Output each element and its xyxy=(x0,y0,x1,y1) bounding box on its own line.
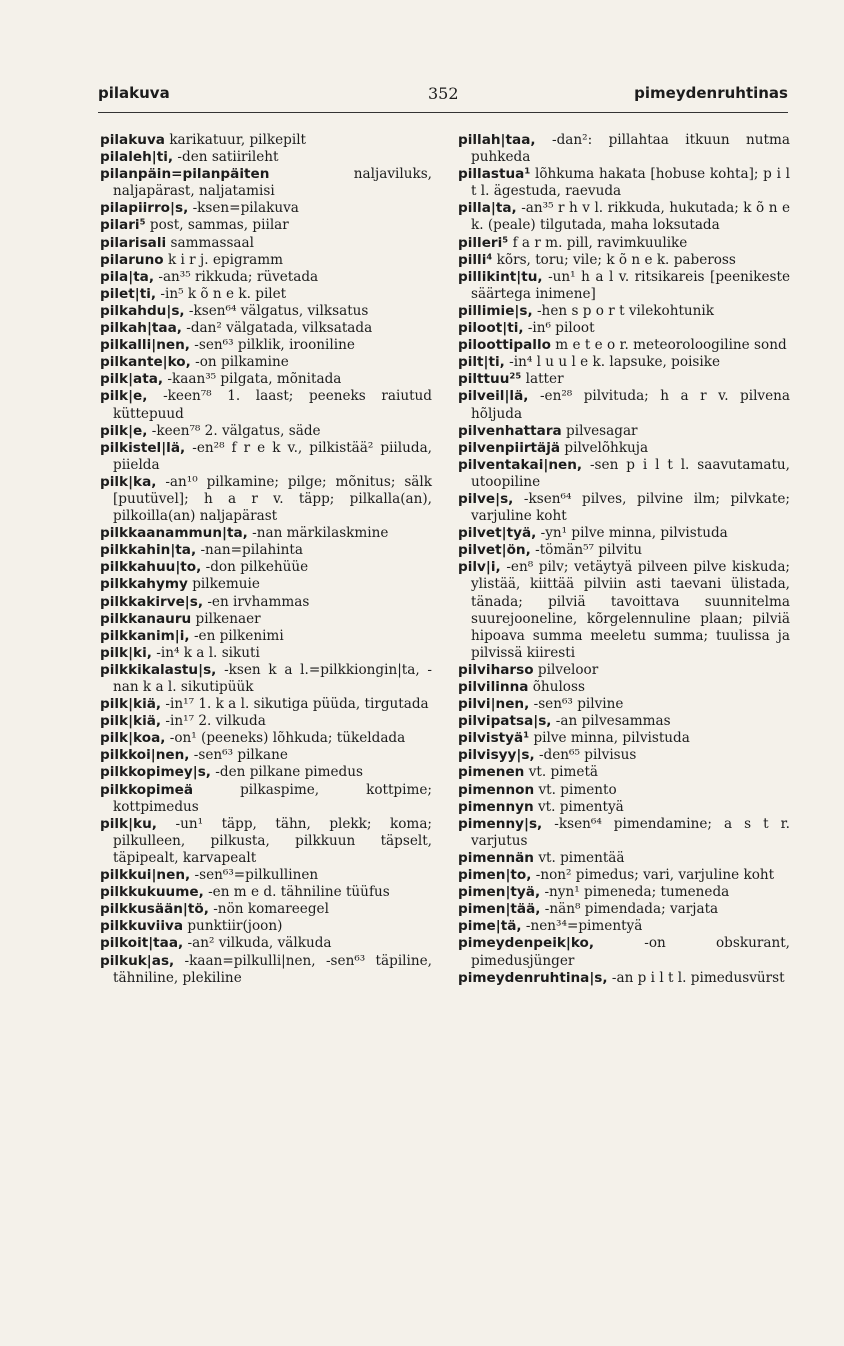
dictionary-entry xyxy=(458,354,790,371)
entry-headword: pilkistel|lä, xyxy=(100,439,186,456)
dictionary-entry xyxy=(100,542,432,559)
entry-headword: pilvet|ön, xyxy=(458,542,531,559)
entry-headword: pillimie|s, xyxy=(458,302,533,319)
entry-definition: -un¹ h a l v. ritsikareis [peenikeste säärtega inimene] xyxy=(471,268,790,302)
entry-definition: -ksen⁶⁴ välgatus, vilksatus xyxy=(188,302,369,319)
entry-headword: pilv|i, xyxy=(458,559,501,576)
entry-definition: pilveloor xyxy=(537,661,599,678)
dictionary-entry xyxy=(100,269,432,286)
entry-headword: pilkkaanammun|ta, xyxy=(100,525,248,542)
entry-headword: pilk|ata, xyxy=(100,371,164,388)
entry-definition: -en⁸ pilv; vetäytyä pilveen pilve kiskuda; ylistää, kiittää pilviin asti taevani ülistada, tänada; pilviä tavoittava suunnitelma suurejooneline, kõrgelennuline plaan; pilviä hipoava summa meeletu summa; tuulissa ja pilvissä kiiresti xyxy=(471,559,790,661)
entry-definition: pilve minna, pilvistuda xyxy=(533,730,690,747)
entry-definition: -den⁶⁵ pilvisus xyxy=(538,747,637,764)
dictionary-entry xyxy=(458,850,790,867)
entry-headword: piloottipallo xyxy=(458,337,551,354)
dictionary-entry xyxy=(100,525,432,542)
dictionary-entry xyxy=(100,559,432,576)
entry-headword: pilanpäin=pilanpäiten xyxy=(100,166,270,183)
entry-definition: -sen⁶³ pilvine xyxy=(533,696,624,713)
dictionary-entry xyxy=(100,816,432,867)
entry-definition: -an³⁵ r h v l. rikkuda, hukutada; k õ n e k. (peale) tilgutada, maha loksutada xyxy=(471,200,790,234)
entry-definition: pilkemuie xyxy=(192,576,260,593)
dictionary-entry xyxy=(458,970,790,987)
entry-headword: pilkkakirve|s, xyxy=(100,593,204,610)
entry-definition: -den satiirileht xyxy=(177,149,279,166)
entry-definition: vt. pimentää xyxy=(538,849,625,866)
entry-headword: pilkkui|nen, xyxy=(100,867,191,884)
entry-headword: pilvisyy|s, xyxy=(458,747,535,764)
dictionary-entry xyxy=(458,816,790,850)
dictionary-entry xyxy=(458,713,790,730)
entry-definition: sammassaal xyxy=(170,234,254,251)
dictionary-entry xyxy=(458,662,790,679)
entry-definition: -ksen⁶⁴ pilves, pilvine ilm; pilvkate; varjuline koht xyxy=(471,490,790,525)
entry-definition: -den pilkane pimedus xyxy=(215,764,363,781)
entry-headword: pilleri⁵ xyxy=(458,234,509,251)
entry-definition: -nyn¹ pimeneda; tumeneda xyxy=(544,884,730,901)
dictionary-entry xyxy=(100,200,432,217)
dictionary-entry xyxy=(100,303,432,320)
entry-headword: pilkkanim|i, xyxy=(100,627,190,644)
dictionary-entry xyxy=(458,696,790,713)
entry-headword: pilk|kiä, xyxy=(100,696,162,713)
dictionary-entry xyxy=(458,457,790,491)
dictionary-entry xyxy=(458,799,790,816)
dictionary-entry xyxy=(100,696,432,713)
entry-headword: pilaleh|ti, xyxy=(100,149,174,166)
entry-headword: pimennon xyxy=(458,781,535,798)
entry-definition: -ksen k a l.=pilkkiongin|ta, -nan k a l. sikutipüük xyxy=(113,661,432,695)
entry-headword: pilk|e, xyxy=(100,422,148,439)
entry-definition: -in⁴ l u u l e k. lapsuke, poisike xyxy=(509,354,721,371)
dictionary-entry xyxy=(458,166,790,200)
entry-definition: -sen⁶³=pilkullinen xyxy=(194,867,319,884)
entry-definition: vt. pimentyä xyxy=(538,798,624,815)
dictionary-entry xyxy=(100,423,432,440)
dictionary-entry xyxy=(458,423,790,440)
dictionary-entry xyxy=(458,132,790,166)
entry-headword: pimennyn xyxy=(458,798,534,815)
dictionary-entry xyxy=(100,611,432,628)
entry-definition: -nän⁸ pimendada; varjata xyxy=(544,901,719,918)
entry-headword: pimen|to, xyxy=(458,867,532,884)
entry-definition: -nen³⁴=pimentyä xyxy=(525,918,643,935)
entry-headword: pilkante|ko, xyxy=(100,354,191,371)
entry-headword: pime|tä, xyxy=(458,918,522,935)
entry-headword: pimen|tää, xyxy=(458,901,541,918)
entry-headword: pilvenhattara xyxy=(458,422,562,439)
entry-headword: pilvistyä¹ xyxy=(458,730,530,747)
entry-headword: pilla|ta, xyxy=(458,200,517,217)
dictionary-entry xyxy=(458,679,790,696)
entry-headword: pimeydenruhtina|s, xyxy=(458,969,608,986)
entry-headword: pilkkuviiva xyxy=(100,918,184,935)
entry-definition: -in⁶ piloot xyxy=(527,320,595,337)
entry-definition: f a r m. pill, ravimkuulike xyxy=(512,234,688,251)
entry-headword: pilkkahin|ta, xyxy=(100,542,197,559)
entry-definition: -ksen⁶⁴ pimendamine; a s t r. varjutus xyxy=(471,815,790,849)
entry-headword: pilk|ku, xyxy=(100,815,157,832)
entry-definition: -an² vilkuda, välkuda xyxy=(187,935,332,952)
entry-definition: -sen p i l t l. saavutamatu, utoopiline xyxy=(471,456,790,490)
entry-headword: pilarisali xyxy=(100,234,167,251)
entry-definition: -ksen=pilakuva xyxy=(192,200,299,217)
entry-definition: -nan märkilaskmine xyxy=(252,525,389,542)
dictionary-entry xyxy=(100,440,432,474)
entry-definition: kõrs, toru; vile; k õ n e k. pabeross xyxy=(496,251,736,268)
entry-headword: pilkkopimey|s, xyxy=(100,764,211,781)
dictionary-entry xyxy=(458,337,790,354)
header-right-guide-word: pimeydenruhtinas xyxy=(634,84,788,102)
entry-definition: -sen⁶³ pilklik, irooniline xyxy=(194,337,355,354)
dictionary-entry xyxy=(458,525,790,542)
dictionary-entry xyxy=(100,286,432,303)
entry-definition: latter xyxy=(525,371,564,388)
dictionary-entry xyxy=(100,867,432,884)
dictionary-entry xyxy=(100,235,432,252)
entry-definition: vt. pimetä xyxy=(528,764,599,781)
entry-definition: -don pilkehüüe xyxy=(205,559,309,576)
dictionary-entry xyxy=(458,918,790,935)
dictionary-entry xyxy=(100,935,432,952)
entry-headword: pilkkikalastu|s, xyxy=(100,661,217,678)
header-left-guide-word: pilakuva xyxy=(98,84,170,102)
entry-headword: pilkkusään|tö, xyxy=(100,901,209,918)
entry-headword: pilveil|lä, xyxy=(458,388,529,405)
entry-definition: -in⁴ k a l. sikuti xyxy=(156,644,260,661)
entry-headword: pillikint|tu, xyxy=(458,268,543,285)
entry-definition: -on pilkamine xyxy=(195,354,289,371)
entry-definition: -en²⁸ pilvituda; h a r v. pilvena hõljuda xyxy=(471,388,790,422)
entry-definition: -in¹⁷ 2. vilkuda xyxy=(165,713,266,730)
dictionary-entry xyxy=(458,235,790,252)
dictionary-entry xyxy=(458,252,790,269)
entry-headword: pilakuva xyxy=(100,132,165,148)
entry-headword: pilviharso xyxy=(458,661,534,678)
dictionary-entry xyxy=(100,594,432,611)
entry-headword: pilaruno xyxy=(100,251,164,268)
entry-headword: pilkah|taa, xyxy=(100,320,182,337)
dictionary-entry xyxy=(100,132,432,149)
entry-headword: piloot|ti, xyxy=(458,320,524,337)
entry-headword: pilventakai|nen, xyxy=(458,456,583,473)
entry-headword: pilli⁴ xyxy=(458,251,493,268)
entry-definition: -kaan=pilkulli|nen, -sen⁶³ täpiline, tähniline, plekiline xyxy=(113,952,432,986)
entry-definition: -un¹ täpp, tähn, plekk; koma; pilkulleen, pilkusta, pilkkuun täpselt, täpipealt, karvapealt xyxy=(113,815,433,866)
entry-headword: pimenen xyxy=(458,764,525,781)
entry-definition: pilkaspime, kottpime; kottpimedus xyxy=(113,781,432,815)
entry-definition: lõhkuma hakata [hobuse kohta]; p i l t l. ägestuda, raevuda xyxy=(471,166,790,200)
entry-headword: pilk|ka, xyxy=(100,473,157,490)
dictionary-entry xyxy=(458,901,790,918)
dictionary-entry xyxy=(100,337,432,354)
entry-headword: pila|ta, xyxy=(100,268,155,285)
entry-definition: -in⁵ k õ n e k. pilet xyxy=(160,285,287,302)
left-column xyxy=(100,132,432,987)
entry-definition: naljaviluks, naljapärast, naljatamisi xyxy=(113,166,432,200)
entry-headword: pilkalli|nen, xyxy=(100,337,190,354)
dictionary-entry xyxy=(458,764,790,781)
dictionary-entry xyxy=(100,149,432,166)
page-header xyxy=(98,84,788,108)
entry-definition: -an³⁵ rikkuda; rüvetada xyxy=(158,268,319,285)
entry-headword: pilapiirro|s, xyxy=(100,200,189,217)
dictionary-entry xyxy=(100,628,432,645)
dictionary-entry xyxy=(100,764,432,781)
dictionary-entry xyxy=(100,474,432,525)
dictionary-entry xyxy=(458,200,790,234)
entry-headword: pilk|koa, xyxy=(100,730,166,747)
entry-definition: -en m e d. tähniline tüüfus xyxy=(208,884,390,901)
entry-headword: pilk|e, xyxy=(100,388,148,405)
entry-headword: pilvenpiirtäjä xyxy=(458,439,561,456)
dictionary-entry xyxy=(458,542,790,559)
entry-definition: -on¹ (peeneks) lõhkuda; tükeldada xyxy=(169,730,406,747)
entry-definition: -non² pimedus; vari, varjuline koht xyxy=(535,867,775,884)
entry-definition: -keen⁷⁸ 2. välgatus, säde xyxy=(151,422,321,439)
entry-headword: pillah|taa, xyxy=(458,132,536,148)
entry-headword: pilvet|tyä, xyxy=(458,525,537,542)
entry-headword: pilkkoi|nen, xyxy=(100,747,190,764)
dictionary-entry xyxy=(458,440,790,457)
entry-headword: pilt|ti, xyxy=(458,354,505,371)
dictionary-entry xyxy=(458,269,790,303)
dictionary-entry xyxy=(100,918,432,935)
dictionary-entry xyxy=(100,371,432,388)
entry-headword: pilkkahuu|to, xyxy=(100,559,202,576)
dictionary-entry xyxy=(100,645,432,662)
entry-headword: pilkkanauru xyxy=(100,610,192,627)
entry-headword: pilk|kiä, xyxy=(100,713,162,730)
dictionary-entry xyxy=(458,559,790,662)
dictionary-entry xyxy=(100,217,432,234)
dictionary-entry xyxy=(458,371,790,388)
entry-definition: -an pilvesammas xyxy=(555,713,671,730)
dictionary-entry xyxy=(100,662,432,696)
entry-definition: pilvesagar xyxy=(566,422,638,439)
entry-definition: vt. pimento xyxy=(538,781,617,798)
entry-definition: -en irvhammas xyxy=(207,593,310,610)
dictionary-entry xyxy=(100,730,432,747)
entry-headword: pimenny|s, xyxy=(458,815,543,832)
right-column xyxy=(458,132,790,987)
header-rule xyxy=(98,112,788,113)
dictionary-entry xyxy=(458,747,790,764)
entry-headword: pilkkukuume, xyxy=(100,884,204,901)
entry-headword: pillastua¹ xyxy=(458,166,531,183)
dictionary-entry xyxy=(458,935,790,969)
dictionary-entry xyxy=(100,901,432,918)
entry-headword: pilve|s, xyxy=(458,490,514,507)
dictionary-entry xyxy=(458,491,790,525)
dictionary-entry xyxy=(458,867,790,884)
entry-definition: -tömän⁵⁷ pilvitu xyxy=(535,542,642,559)
dictionary-entry xyxy=(100,576,432,593)
entry-headword: pilk|ki, xyxy=(100,644,152,661)
entry-definition: pilvelõhkuja xyxy=(564,439,649,456)
entry-definition: -nön komareegel xyxy=(213,901,329,918)
entry-headword: pilttuu²⁵ xyxy=(458,371,522,388)
entry-headword: pilkkahymy xyxy=(100,576,188,593)
dictionary-entry xyxy=(458,884,790,901)
dictionary-entry xyxy=(100,252,432,269)
entry-definition: -hen s p o r t vilekohtunik xyxy=(536,302,715,319)
dictionary-entry xyxy=(458,782,790,799)
entry-headword: pilari⁵ xyxy=(100,217,146,234)
entry-definition: -en pilkenimi xyxy=(193,627,284,644)
entry-definition: -nan=pilahinta xyxy=(200,542,303,559)
entry-definition: -dan²: pillahtaa itkuun nutma puhkeda xyxy=(471,132,791,166)
entry-headword: pilkuk|as, xyxy=(100,952,175,969)
dictionary-entry xyxy=(100,747,432,764)
entry-definition: punktiir(joon) xyxy=(187,918,283,935)
entry-definition: -sen⁶³ pilkane xyxy=(193,747,288,764)
entry-definition: pilkenaer xyxy=(195,610,261,627)
dictionary-entry xyxy=(100,354,432,371)
dictionary-entry xyxy=(458,303,790,320)
entry-headword: pilvipatsa|s, xyxy=(458,713,552,730)
page-number: 352 xyxy=(428,84,459,103)
entry-definition: -an p i l t l. pimedusvürst xyxy=(611,969,785,986)
dictionary-entry xyxy=(458,388,790,422)
entry-headword: pilkoit|taa, xyxy=(100,935,184,952)
dictionary-entry xyxy=(100,953,432,987)
entry-headword: pimen|tyä, xyxy=(458,884,541,901)
dictionary-entry xyxy=(458,730,790,747)
entry-headword: pilvilinna xyxy=(458,679,529,695)
entry-definition: -kaan³⁵ pilgata, mõnitada xyxy=(167,371,342,388)
entry-definition: õhuloss xyxy=(532,679,585,695)
dictionary-entry xyxy=(100,166,432,200)
entry-definition: -keen⁷⁸ 1. laast; peeneks raiutud küttepuud xyxy=(113,388,432,422)
entry-definition: -on obskurant, pimedusjünger xyxy=(471,935,790,969)
dictionary-entry xyxy=(100,884,432,901)
entry-definition: k i r j. epigramm xyxy=(167,251,284,268)
dictionary-entry xyxy=(100,388,432,422)
entry-headword: pimennän xyxy=(458,849,534,866)
dictionary-entry xyxy=(458,320,790,337)
dictionary-entry xyxy=(100,782,432,816)
entry-headword: pilkkopimeä xyxy=(100,781,194,798)
entry-headword: pilet|ti, xyxy=(100,285,157,302)
dictionary-entry xyxy=(100,320,432,337)
entry-headword: pimeydenpeik|ko, xyxy=(458,935,595,952)
entry-definition: -yn¹ pilve minna, pilvistuda xyxy=(540,525,728,542)
dictionary-entry xyxy=(100,713,432,730)
entry-definition: karikatuur, pilkepilt xyxy=(169,132,306,148)
entry-definition: post, sammas, piilar xyxy=(149,217,289,234)
entry-headword: pilvi|nen, xyxy=(458,696,530,713)
entry-headword: pilkahdu|s, xyxy=(100,302,185,319)
entry-definition: -dan² välgatada, vilksatada xyxy=(186,320,373,337)
entry-definition: -en²⁸ f r e k v., pilkistää² piiluda, piielda xyxy=(113,439,433,473)
entry-definition: -an¹⁰ pilkamine; pilge; mõnitus; sälk [puutüvel]; h a r v. täpp; pilkalla(an), pilkoilla(an) naljapärast xyxy=(113,473,432,525)
entry-definition: -in¹⁷ 1. k a l. sikutiga püüda, tirgutada xyxy=(165,696,429,713)
entry-definition: m e t e o r. meteoroloogiline sond xyxy=(555,337,787,354)
